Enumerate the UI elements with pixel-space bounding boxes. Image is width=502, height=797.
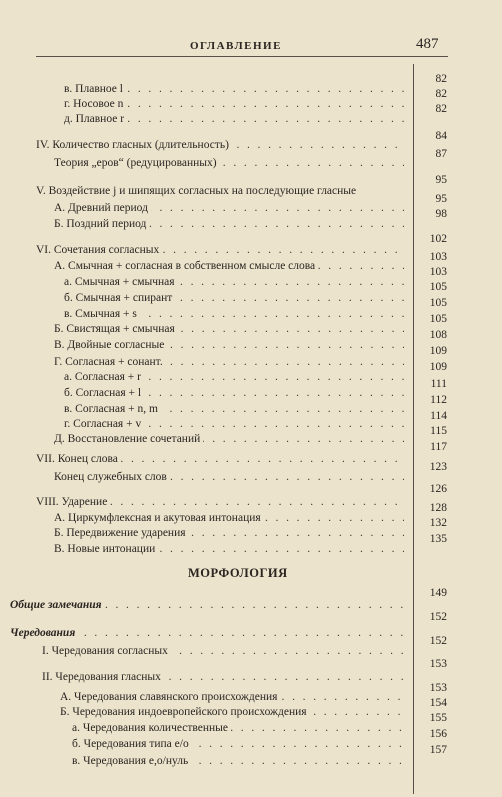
toc-entry: в. Чередования e,o/нуль . . . — [72, 754, 404, 768]
toc-page-number: 114 — [430, 410, 447, 422]
toc-entry: Б. Поздний период . . . — [54, 217, 404, 231]
toc-page-number: 152 — [429, 635, 447, 647]
toc-entry: IV. Количество гласных (длительность) . . . — [36, 138, 404, 152]
toc-page-number: 103 — [429, 266, 447, 278]
toc-page-number: 155 — [429, 712, 447, 724]
toc-entry: д. Плавное r . . . — [64, 112, 404, 126]
toc-entry: В. Новые интонации . . . — [54, 542, 404, 556]
toc-page-number: 98 — [435, 208, 447, 220]
toc-entry: б. Смычная + спирант . . . — [64, 291, 404, 305]
toc-entry: г. Носовое n . . . — [64, 97, 404, 111]
running-header-title: ОГЛАВЛЕНИЕ — [190, 40, 282, 52]
toc-entry: I. Чередования согласных . . . — [42, 644, 404, 658]
toc-page-number: 111 — [430, 378, 447, 390]
toc-page-number: 109 — [429, 361, 447, 373]
toc-entry: V. Воздействие j и шипящих согласных на последующие гласные — [36, 184, 412, 198]
toc-entry: Д. Восстановление сочетаний . . . — [54, 432, 404, 446]
toc-page-number: 128 — [429, 502, 447, 514]
toc-page-number: 126 — [429, 483, 447, 495]
toc-page-number: 105 — [429, 281, 447, 293]
toc-entry: II. Чередования гласных . . . — [42, 670, 404, 684]
toc-entry: VIII. Ударение . . . — [36, 495, 404, 509]
toc-entry: в. Смычная + s . . . — [64, 307, 404, 321]
toc-page-number: 82 — [435, 73, 447, 85]
toc-entry: Чередования . . . — [10, 626, 404, 640]
page-number: 487 — [416, 36, 439, 52]
page-column-rule — [413, 64, 414, 794]
toc-page-number: 153 — [429, 658, 447, 670]
toc-page-number: 154 — [429, 697, 447, 709]
toc-page-number: 123 — [429, 461, 447, 473]
toc-entry: Общие замечания . . . — [10, 598, 404, 612]
toc-page-number: 115 — [430, 425, 447, 437]
section-title: МОРФОЛОГИЯ — [188, 566, 288, 580]
toc-page-number: 112 — [430, 394, 447, 406]
toc-entry: в. Согласная + n, m . . . — [64, 402, 404, 416]
toc-entry: А. Смычная + согласная в собственном смысле слова . . . — [54, 259, 404, 273]
header-rule — [36, 56, 448, 57]
toc-page-number: 95 — [435, 174, 447, 186]
toc-page-number: 103 — [429, 251, 447, 263]
toc-entry: б. Согласная + l . . . — [64, 386, 404, 400]
toc-page-number: 117 — [430, 441, 447, 453]
toc-entry: Теория „еров“ (редуцированных) . . . — [54, 156, 404, 170]
toc-entry: Б. Передвижение ударения . . . — [54, 526, 404, 540]
toc-page-number: 149 — [429, 587, 447, 599]
toc-page-number: 135 — [429, 533, 447, 545]
toc-page-number: 132 — [429, 517, 447, 529]
toc-entry: А. Древний период . . . — [54, 201, 404, 215]
toc-entry: а. Смычная + смычная . . . — [64, 275, 404, 289]
toc-page-number: 102 — [429, 233, 447, 245]
toc-page-number: 152 — [429, 611, 447, 623]
toc-page-number: 109 — [429, 345, 447, 357]
toc-entry: г. Согласная + v . . . — [64, 417, 404, 431]
toc-page-number: 82 — [435, 103, 447, 115]
toc-page-number: 95 — [435, 193, 447, 205]
toc-entry: а. Согласная + r . . . — [64, 370, 404, 384]
toc-page-number: 82 — [435, 88, 447, 100]
toc-page-number: 105 — [429, 297, 447, 309]
toc-page-number: 108 — [429, 329, 447, 341]
toc-entry: А. Циркумфлексная и акутовая интонация . . . — [54, 511, 404, 525]
toc-entry: а. Чередования количественные . . . — [72, 721, 404, 735]
toc-entry: Б. Свистящая + смычная . . . — [54, 322, 404, 336]
toc-entry: В. Двойные согласные . . . — [54, 338, 404, 352]
toc-page-number: 84 — [435, 130, 447, 142]
toc-page-number: 105 — [429, 313, 447, 325]
toc-page-number: 87 — [435, 148, 447, 160]
toc-entry: Конец служебных слов . . . — [54, 470, 404, 484]
toc-entry: VII. Конец слова . . . — [36, 452, 404, 466]
toc-entry: в. Плавное l . . . — [64, 82, 404, 96]
toc-page-number: 156 — [429, 728, 447, 740]
toc-entry: Б. Чередования индоевропейского происхождения . . . — [60, 705, 404, 719]
toc-entry: Г. Согласная + сонант. . . . — [54, 355, 404, 369]
toc-page-number: 157 — [429, 744, 447, 756]
toc-page-number: 153 — [429, 682, 447, 694]
toc-entry: А. Чередования славянского происхождения . . . — [60, 690, 404, 704]
toc-entry: б. Чередования типа e/o . . . — [72, 737, 404, 751]
toc-entry: VI. Сочетания согласных . . . — [36, 243, 404, 257]
